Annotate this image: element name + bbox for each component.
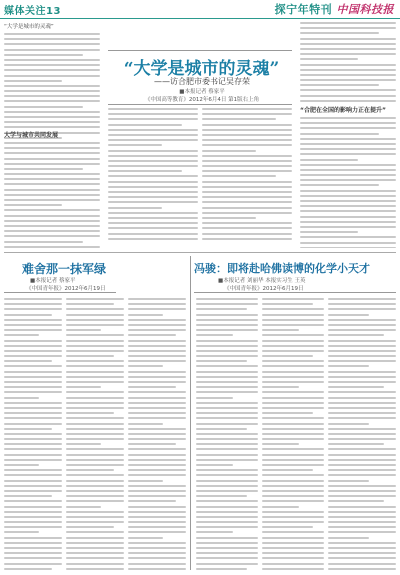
title-rule-bottom xyxy=(108,104,292,105)
bottom-left-column-2 xyxy=(66,298,124,570)
newspaper-page xyxy=(4,20,396,572)
vertical-divider xyxy=(190,256,191,570)
bottom-right-byline: ■本报记者 刘丽华 本报实习生 王英 xyxy=(218,278,306,284)
section-label: 媒体关注13 xyxy=(4,6,61,17)
bottom-right-source: 《中国青年报》2012年6月19日 xyxy=(224,286,304,292)
top-middle-column-2 xyxy=(202,108,292,248)
title-rule-top xyxy=(108,50,292,51)
bottom-left-column-3 xyxy=(128,298,186,570)
bottom-right-column-1 xyxy=(196,298,258,570)
bottom-left-title: 难舍那一抹军绿 xyxy=(22,262,107,276)
masthead xyxy=(275,1,394,17)
mid-section-label: 大学与城市共同发展 xyxy=(4,132,59,139)
top-article-title: “大学是城市的灵魂” xyxy=(123,59,280,79)
bottom-right-rule xyxy=(194,292,396,293)
column-lead: “大学是城市的灵魂” xyxy=(4,24,54,30)
top-middle-column-1 xyxy=(108,108,198,248)
bottom-left-rule xyxy=(4,292,116,293)
bottom-left-byline: ■本报记者 蔡家平 xyxy=(30,278,76,284)
bottom-left-column-1 xyxy=(4,298,62,570)
top-article-source: 《中国高等教育》2012年6月4日 第1版右上角 xyxy=(144,97,260,103)
bottom-right-title: 冯骏：即将赴哈佛读博的化学小天才 xyxy=(194,262,370,275)
bottom-left-source: 《中国青年报》2012年6月19日 xyxy=(26,286,106,292)
masthead-prefix: 探宁年特刊 xyxy=(274,3,333,16)
section-divider xyxy=(4,252,396,253)
masthead-brand: 中国科技报 xyxy=(336,3,394,16)
top-article-subtitle: ——访合肥市委书记吴存荣 xyxy=(154,77,250,86)
column-text xyxy=(4,33,100,248)
top-article-byline: ■本报记者 蔡家平 xyxy=(179,89,225,95)
bottom-right-column-3 xyxy=(328,298,396,570)
page-header xyxy=(0,0,400,19)
top-right-column xyxy=(300,22,396,248)
right-section-label: “合肥在全国的影响力正在提升” xyxy=(300,107,386,114)
bottom-right-column-2 xyxy=(262,298,324,570)
